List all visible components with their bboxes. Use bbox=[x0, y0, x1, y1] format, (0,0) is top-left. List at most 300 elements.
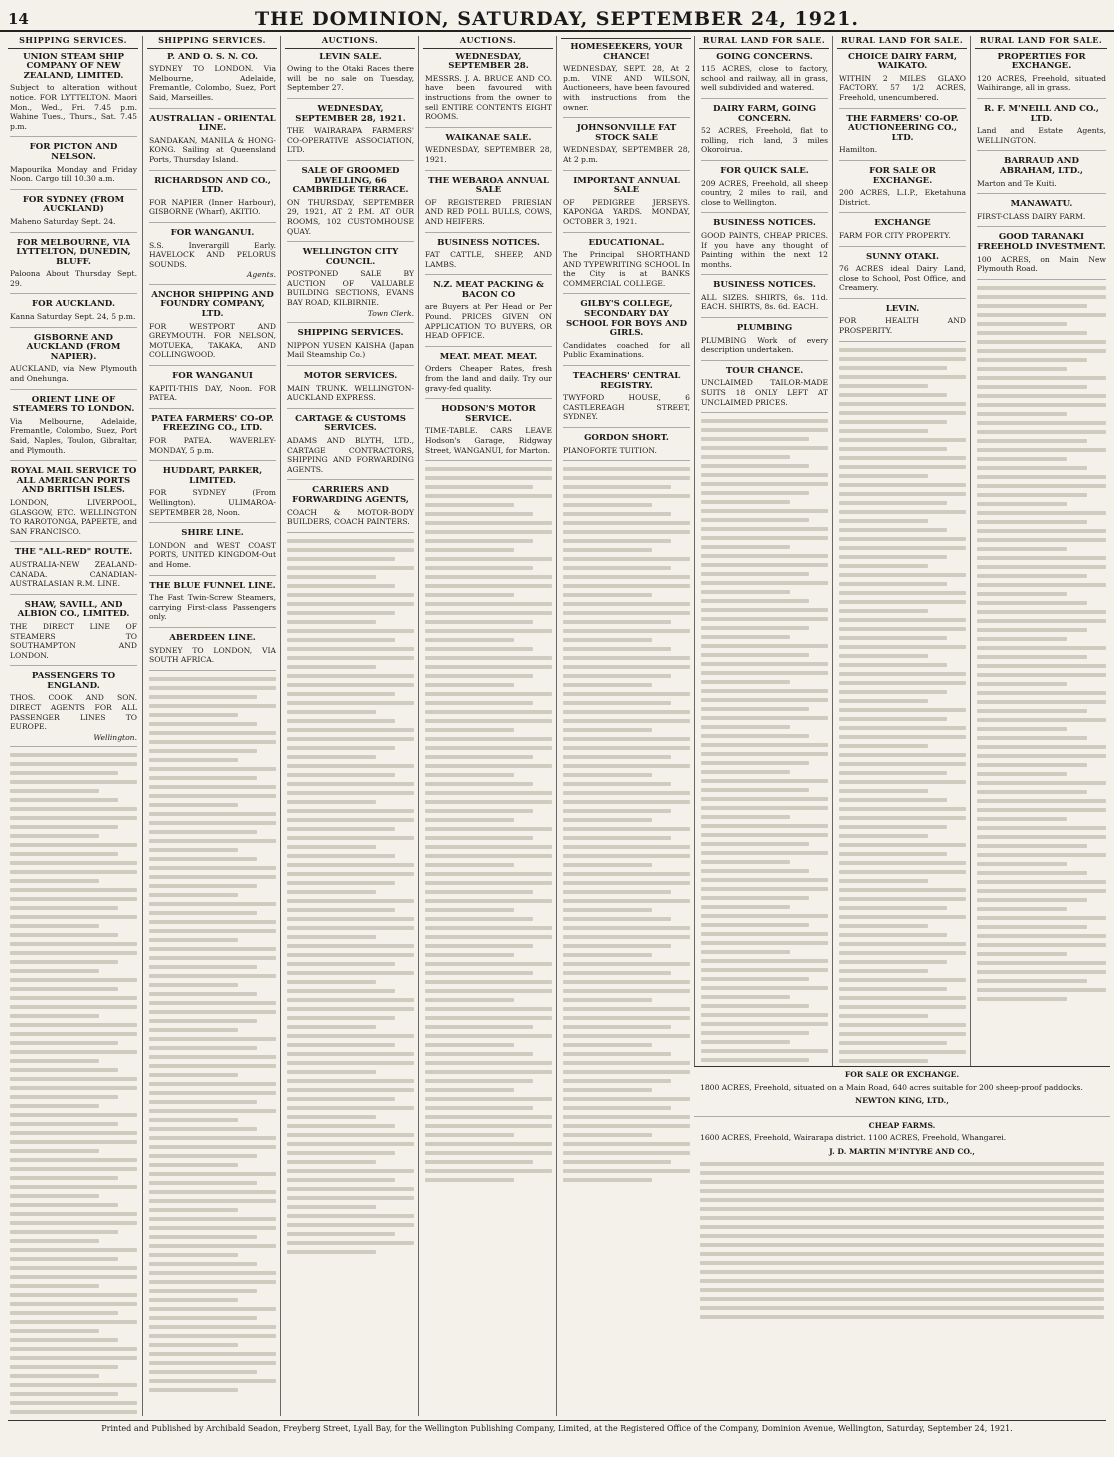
print-line bbox=[10, 1149, 99, 1153]
print-line bbox=[287, 1097, 395, 1101]
ad-head: PROPERTIES FOR EXCHANGE. bbox=[997, 51, 1086, 72]
advertisement bbox=[10, 334, 137, 390]
print-line bbox=[425, 1043, 514, 1047]
print-line bbox=[149, 857, 257, 861]
print-line bbox=[287, 647, 414, 651]
ad-head: FOR AUCKLAND. bbox=[32, 299, 115, 310]
print-line bbox=[149, 677, 276, 681]
print-line bbox=[10, 870, 137, 874]
ad-head: GOOD TARANAKI FREEHOLD INVESTMENT. bbox=[977, 232, 1106, 252]
ad-body: FAT CATTLE, SHEEP, AND LAMBS. bbox=[425, 250, 552, 269]
print-line bbox=[977, 880, 1106, 884]
print-line bbox=[425, 665, 552, 669]
print-line bbox=[977, 430, 1106, 434]
advertisement bbox=[149, 291, 276, 366]
print-line bbox=[839, 1032, 966, 1036]
print-line bbox=[287, 890, 376, 894]
ad-head: ORIENT LINE OF STEAMERS TO LONDON. bbox=[12, 394, 135, 415]
print-line bbox=[839, 726, 966, 730]
advertisement bbox=[287, 415, 414, 481]
print-line bbox=[149, 1199, 276, 1203]
print-line bbox=[563, 728, 652, 732]
print-line bbox=[287, 1205, 376, 1209]
print-line bbox=[701, 536, 828, 540]
print-line bbox=[149, 1109, 276, 1113]
print-line bbox=[977, 331, 1087, 335]
ad-body: FOR SYDNEY (From Wellington). ULIMAROA-SEPTEMBER 28, Noon. bbox=[149, 488, 276, 517]
ad-head: EXCHANGE bbox=[874, 218, 931, 229]
ad-head: ABERDEEN LINE. bbox=[169, 632, 256, 643]
print-line bbox=[977, 601, 1087, 605]
print-line bbox=[701, 617, 828, 621]
print-line bbox=[425, 1070, 552, 1074]
print-line bbox=[977, 565, 1106, 569]
print-line bbox=[839, 1014, 928, 1018]
ad-body: FOR NAPIER (Inner Harbour), GISBORNE (Wharf), AKITIO. bbox=[149, 197, 276, 217]
print-line bbox=[839, 753, 966, 757]
ad-body: TIME-TABLE. CARS LEAVE Hodson's Garage, Ridgway Street, WANGANUI, for Marton. bbox=[425, 426, 552, 455]
advertisement bbox=[425, 53, 552, 128]
advertisement bbox=[701, 367, 828, 413]
print-line bbox=[701, 680, 790, 684]
print-line bbox=[701, 887, 828, 891]
print-line bbox=[563, 611, 690, 615]
print-line bbox=[563, 917, 671, 921]
print-line bbox=[287, 1250, 376, 1254]
ad-body: 76 ACRES ideal Dairy Land, close to School, Post Office, and Creamery. bbox=[839, 264, 966, 293]
print-line bbox=[287, 1043, 395, 1047]
ad-body: Paloona About Thursday Sept. 29. bbox=[10, 269, 137, 288]
print-line bbox=[701, 950, 790, 954]
advertisement bbox=[149, 529, 276, 575]
ad-sig: Town Clerk. bbox=[367, 308, 414, 318]
print-line bbox=[287, 1025, 376, 1029]
ad-head: R. F. M'NEILL AND CO., LTD. bbox=[984, 103, 1099, 124]
ad-head: BARRAUD AND ABRAHAM, LTD., bbox=[1000, 156, 1083, 176]
print-line bbox=[149, 839, 276, 843]
print-line bbox=[839, 735, 966, 739]
print-line bbox=[839, 744, 928, 748]
print-line bbox=[149, 920, 276, 924]
ad-body: SANDAKAN, MANILA & HONG-KONG. Sailing at Queensland Ports, Thursday Island. bbox=[149, 135, 276, 164]
ad-head: ANCHOR SHIPPING AND FOUNDRY COMPANY, LTD. bbox=[151, 289, 274, 320]
ad-body: ON THURSDAY, SEPTEMBER 29, 1921, AT 2 P.M. AT OUR ROOMS, 102 CUSTOMHOUSE QUAY. bbox=[287, 197, 414, 236]
ad-head: WEDNESDAY, SEPTEMBER 28. bbox=[448, 51, 529, 72]
print-line bbox=[425, 845, 552, 849]
print-line bbox=[10, 897, 137, 901]
print-line bbox=[425, 647, 533, 651]
print-line bbox=[287, 611, 395, 615]
print-line bbox=[10, 1167, 137, 1171]
print-line bbox=[701, 1004, 809, 1008]
ad-head: UNION STEAM SHIP COMPANY OF NEW ZEALAND, LIMITED. bbox=[23, 51, 124, 81]
print-line bbox=[425, 773, 514, 777]
print-line bbox=[287, 719, 395, 723]
print-line bbox=[701, 608, 828, 612]
print-line bbox=[287, 575, 376, 579]
print-line bbox=[287, 557, 395, 561]
print-line bbox=[149, 1352, 276, 1356]
print-line bbox=[10, 843, 137, 847]
print-line bbox=[563, 1106, 671, 1110]
advertisement bbox=[425, 405, 552, 461]
ad-head: FOR PICTON AND NELSON. bbox=[29, 142, 118, 162]
ad-body: Maheno Saturday Sept. 24. bbox=[10, 216, 116, 226]
print-line bbox=[287, 899, 414, 903]
print-line bbox=[563, 593, 652, 597]
print-line bbox=[425, 1025, 533, 1029]
print-line bbox=[425, 593, 514, 597]
print-line bbox=[149, 1379, 276, 1383]
ad-head: BUSINESS NOTICES. bbox=[713, 218, 816, 229]
print-line bbox=[149, 704, 276, 708]
print-line bbox=[977, 322, 1067, 326]
print-line bbox=[287, 908, 395, 912]
advertisement bbox=[10, 53, 137, 138]
ad-head: SUNNY OTAKI. bbox=[865, 251, 940, 262]
ad-body: THOS. COOK AND SON. DIRECT AGENTS FOR ALL PASSENGER LINES TO EUROPE. bbox=[10, 693, 137, 732]
advertisement bbox=[149, 415, 276, 461]
print-line bbox=[701, 788, 809, 792]
print-line bbox=[700, 1216, 1104, 1220]
print-line bbox=[10, 1194, 99, 1198]
print-line bbox=[149, 1262, 257, 1266]
print-line bbox=[977, 979, 1087, 983]
print-line bbox=[149, 1217, 276, 1221]
print-line bbox=[563, 1142, 690, 1146]
print-line bbox=[839, 438, 966, 442]
print-line bbox=[839, 951, 966, 955]
advertisement bbox=[839, 167, 966, 213]
ad-body: The Principal SHORTHAND AND TYPEWRITING SCHOOL In the City is at BANKS COMMERCIAL COLLEGE. bbox=[563, 250, 690, 288]
print-line bbox=[839, 798, 947, 802]
print-line bbox=[425, 782, 533, 786]
print-line bbox=[10, 1176, 118, 1180]
print-line bbox=[839, 663, 947, 667]
print-line bbox=[839, 699, 928, 703]
advertisement bbox=[701, 281, 828, 318]
print-line bbox=[977, 925, 1087, 929]
advertisement bbox=[425, 134, 552, 171]
print-line bbox=[701, 977, 809, 981]
print-line bbox=[563, 980, 690, 984]
print-line bbox=[10, 888, 137, 892]
print-line bbox=[977, 763, 1087, 767]
print-line bbox=[701, 941, 828, 945]
print-line bbox=[977, 421, 1106, 425]
print-line bbox=[977, 700, 1106, 704]
ad-head: HUDDART, PARKER, LIMITED. bbox=[162, 466, 263, 486]
print-line bbox=[149, 686, 276, 690]
advertisement bbox=[701, 53, 828, 99]
print-line bbox=[563, 566, 671, 570]
print-line bbox=[701, 959, 828, 963]
print-line bbox=[977, 682, 1067, 686]
print-line bbox=[701, 968, 828, 972]
print-line bbox=[149, 1325, 276, 1329]
print-line bbox=[839, 618, 966, 622]
print-line bbox=[563, 800, 690, 804]
print-line bbox=[149, 1307, 276, 1311]
print-line bbox=[563, 584, 690, 588]
ad-body: MESSRS. J. A. BRUCE AND CO. have been favoured with instructions from the owner to sell ENTIRE CONTENTS EIGHT ROOMS. bbox=[425, 73, 552, 122]
print-line bbox=[839, 1059, 928, 1063]
print-line bbox=[563, 494, 690, 498]
print-line bbox=[287, 1034, 414, 1038]
print-line bbox=[977, 934, 1106, 938]
print-line bbox=[10, 1239, 99, 1243]
print-line bbox=[287, 1178, 395, 1182]
print-line bbox=[425, 674, 533, 678]
ad-head: GISBORNE AND AUCKLAND (FROM NAPIER). bbox=[26, 332, 121, 362]
masthead bbox=[0, 0, 1114, 32]
print-line bbox=[563, 1160, 671, 1164]
print-line bbox=[10, 879, 99, 883]
ad-body: Orders Cheaper Rates, fresh from the land and daily. Try our gravy-fed quality. bbox=[425, 364, 552, 393]
print-line bbox=[839, 447, 947, 451]
print-line bbox=[287, 701, 414, 705]
print-line bbox=[977, 952, 1067, 956]
ad-head: TEACHERS' CENTRAL REGISTRY. bbox=[572, 371, 681, 391]
advertisement bbox=[287, 372, 414, 409]
print-line bbox=[977, 403, 1106, 407]
print-line bbox=[563, 836, 671, 840]
print-line bbox=[287, 539, 414, 543]
small-print-filler bbox=[977, 286, 1106, 1001]
print-line bbox=[287, 737, 414, 741]
print-line bbox=[701, 1013, 828, 1017]
ad-head: PATEA FARMERS' CO-OP. FREEZING CO., LTD. bbox=[151, 413, 274, 434]
print-line bbox=[701, 797, 828, 801]
print-line bbox=[563, 1151, 690, 1155]
print-line bbox=[977, 583, 1106, 587]
print-line bbox=[149, 965, 257, 969]
ad-head: FOR SYDNEY (FROM AUCKLAND) bbox=[22, 194, 125, 215]
print-line bbox=[839, 573, 966, 577]
print-line bbox=[701, 518, 809, 522]
print-line bbox=[425, 728, 514, 732]
print-line bbox=[149, 956, 276, 960]
print-line bbox=[977, 484, 1106, 488]
advertisement bbox=[839, 53, 966, 109]
print-line bbox=[563, 881, 690, 885]
print-line bbox=[10, 1086, 137, 1090]
print-line bbox=[10, 1221, 137, 1225]
print-line bbox=[425, 1061, 552, 1065]
ad-body: The Fast Twin-Screw Steamers, carrying First-class Passengers only. bbox=[149, 593, 276, 622]
print-line bbox=[977, 628, 1087, 632]
print-line bbox=[287, 1133, 414, 1137]
print-line bbox=[701, 572, 809, 576]
print-line bbox=[563, 683, 652, 687]
advertisement bbox=[425, 177, 552, 233]
ad-head: IMPORTANT ANNUAL SALE bbox=[573, 175, 680, 196]
print-line bbox=[563, 503, 652, 507]
ad-body: Hamilton. bbox=[839, 145, 878, 155]
print-line bbox=[563, 1124, 690, 1128]
print-line bbox=[425, 863, 514, 867]
print-line bbox=[149, 938, 238, 942]
print-line bbox=[701, 527, 828, 531]
print-line bbox=[701, 923, 809, 927]
ad-head: GORDON SHORT. bbox=[584, 433, 669, 443]
notice-signature: J. D. MARTIN M'INTYRE AND CO., bbox=[829, 1146, 975, 1156]
print-line bbox=[10, 1068, 118, 1072]
print-line bbox=[287, 746, 395, 750]
print-line bbox=[700, 1180, 1104, 1184]
print-line bbox=[839, 546, 966, 550]
print-line bbox=[10, 1041, 118, 1045]
print-line bbox=[977, 943, 1106, 947]
print-line bbox=[839, 708, 966, 712]
ad-body: PIANOFORTE TUITION. bbox=[563, 445, 657, 455]
print-line bbox=[10, 1365, 118, 1369]
print-line bbox=[287, 827, 395, 831]
print-line bbox=[10, 915, 137, 919]
print-line bbox=[425, 485, 533, 489]
print-line bbox=[149, 1208, 238, 1212]
ad-head: CHOICE DAIRY FARM, WAIKATO. bbox=[848, 51, 957, 72]
print-line bbox=[425, 629, 552, 633]
print-line bbox=[839, 474, 928, 478]
print-line bbox=[977, 637, 1067, 641]
print-line bbox=[10, 1356, 137, 1360]
print-line bbox=[149, 1136, 276, 1140]
print-line bbox=[839, 582, 947, 586]
column-heading: SHIPPING SERVICES. bbox=[147, 36, 277, 49]
print-line bbox=[149, 785, 276, 789]
print-line bbox=[701, 806, 828, 810]
ad-head: THE WEBAROA ANNUAL SALE bbox=[428, 175, 549, 196]
print-line bbox=[149, 1244, 276, 1248]
print-line bbox=[839, 852, 947, 856]
print-line bbox=[701, 473, 828, 477]
print-line bbox=[977, 313, 1106, 317]
print-line bbox=[839, 1005, 966, 1009]
print-line bbox=[563, 665, 690, 669]
print-line bbox=[839, 933, 947, 937]
print-line bbox=[10, 753, 137, 757]
print-line bbox=[10, 789, 99, 793]
print-line bbox=[10, 987, 118, 991]
notice-body: 1800 ACRES, Freehold, situated on a Main Road, 640 acres suitable for 200 sheep-proof paddocks. bbox=[700, 1082, 1083, 1092]
print-line bbox=[10, 906, 118, 910]
advertisement bbox=[149, 177, 276, 223]
print-line bbox=[977, 799, 1106, 803]
advertisement bbox=[425, 353, 552, 399]
print-line bbox=[287, 1142, 414, 1146]
advertisement bbox=[701, 167, 828, 213]
print-line bbox=[10, 816, 137, 820]
print-line bbox=[977, 889, 1106, 893]
advertisement bbox=[977, 53, 1106, 99]
ad-head: THE "ALL-RED" ROUTE. bbox=[14, 547, 133, 558]
print-line bbox=[563, 782, 671, 786]
print-line bbox=[10, 1320, 137, 1324]
print-line bbox=[700, 1162, 1104, 1166]
print-line bbox=[149, 1271, 276, 1275]
ad-body: Mapourika Monday and Friday Noon. Cargo till 10.30 a.m. bbox=[10, 164, 137, 184]
print-line bbox=[839, 906, 947, 910]
print-line bbox=[425, 1124, 552, 1128]
print-line bbox=[701, 815, 790, 819]
print-line bbox=[425, 899, 552, 903]
print-line bbox=[977, 655, 1087, 659]
print-line bbox=[425, 926, 552, 930]
print-line bbox=[977, 511, 1106, 515]
print-line bbox=[563, 1025, 671, 1029]
ad-body: 100 ACRES, on Main New Plymouth Road. bbox=[977, 254, 1106, 274]
advertisement bbox=[563, 43, 690, 118]
ad-head: GILBY'S COLLEGE, SECONDARY DAY SCHOOL FOR BOYS AND GIRLS. bbox=[565, 299, 688, 339]
print-line bbox=[425, 1007, 552, 1011]
print-line bbox=[149, 731, 276, 735]
print-line bbox=[701, 896, 809, 900]
print-line bbox=[425, 971, 533, 975]
print-line bbox=[563, 899, 690, 903]
print-line bbox=[425, 467, 552, 471]
print-line bbox=[10, 861, 137, 865]
print-line bbox=[839, 393, 947, 397]
print-line bbox=[839, 402, 966, 406]
print-line bbox=[839, 789, 928, 793]
print-line bbox=[977, 574, 1087, 578]
ad-body: 209 ACRES, Freehold, all sheep country, 2 miles to rail, and close to Wellington. bbox=[701, 178, 828, 207]
print-line bbox=[425, 1169, 552, 1173]
ad-head: TOUR CHANCE. bbox=[725, 365, 804, 376]
ad-head: BUSINESS NOTICES. bbox=[437, 237, 540, 248]
print-line bbox=[701, 725, 790, 729]
print-line bbox=[287, 1070, 376, 1074]
print-line bbox=[700, 1288, 1104, 1292]
print-line bbox=[287, 593, 414, 597]
page-number: 14 bbox=[8, 10, 29, 28]
print-line bbox=[149, 1154, 257, 1158]
ad-sig: Agents. bbox=[246, 270, 276, 280]
imprint-footer: Printed and Published by Archibald Seadon, Freyberg Street, Lyall Bay, for the Wellington Publishing Company, Limited, at the Registered Office of the Company, Dominion Avenue, Wellington, Saturday, September 24, 1921. bbox=[8, 1420, 1106, 1434]
print-line bbox=[977, 358, 1087, 362]
print-line bbox=[149, 1055, 276, 1059]
print-line bbox=[10, 1131, 137, 1135]
notice-body: 1600 ACRES, Freehold, Wairarapa district. 1100 ACRES, Freehold, Whangarei. bbox=[700, 1133, 1007, 1143]
print-line bbox=[700, 1315, 1104, 1319]
ad-body: KAPITI-THIS DAY, Noon. FOR PATEA. bbox=[149, 383, 276, 403]
ad-body: LONDON and WEST COAST PORTS, UNITED KINGDOM-Out and Home. bbox=[149, 540, 276, 569]
print-line bbox=[287, 1196, 414, 1200]
ad-body: Land and Estate Agents, WELLINGTON. bbox=[977, 126, 1106, 145]
print-line bbox=[563, 971, 671, 975]
print-line bbox=[10, 969, 99, 973]
print-line bbox=[425, 611, 552, 615]
print-line bbox=[839, 645, 966, 649]
print-line bbox=[701, 590, 790, 594]
print-line bbox=[701, 878, 828, 882]
print-line bbox=[149, 1316, 257, 1320]
ad-body: OF REGISTERED FRIESIAN AND RED POLL BULLS, COWS, AND HEIFERS. bbox=[425, 197, 552, 226]
print-line bbox=[977, 520, 1087, 524]
print-line bbox=[10, 1383, 137, 1387]
ad-body: Via Melbourne, Adelaide, Fremantle, Colombo, Suez, Port Said, Naples, Toulon, Gibraltar, and Plymouth. bbox=[10, 416, 137, 455]
print-line bbox=[149, 1037, 276, 1041]
print-line bbox=[700, 1279, 1104, 1283]
print-line bbox=[701, 851, 828, 855]
column-heading: SHIPPING SERVICES. bbox=[8, 36, 138, 49]
print-line bbox=[563, 620, 671, 624]
ad-body: ALL SIZES. SHIRTS, 6s. 11d. EACH. SHIRTS, 8s. 6d. EACH. bbox=[701, 292, 828, 312]
print-line bbox=[149, 821, 276, 825]
print-line bbox=[425, 602, 552, 606]
advertisement bbox=[563, 434, 690, 461]
